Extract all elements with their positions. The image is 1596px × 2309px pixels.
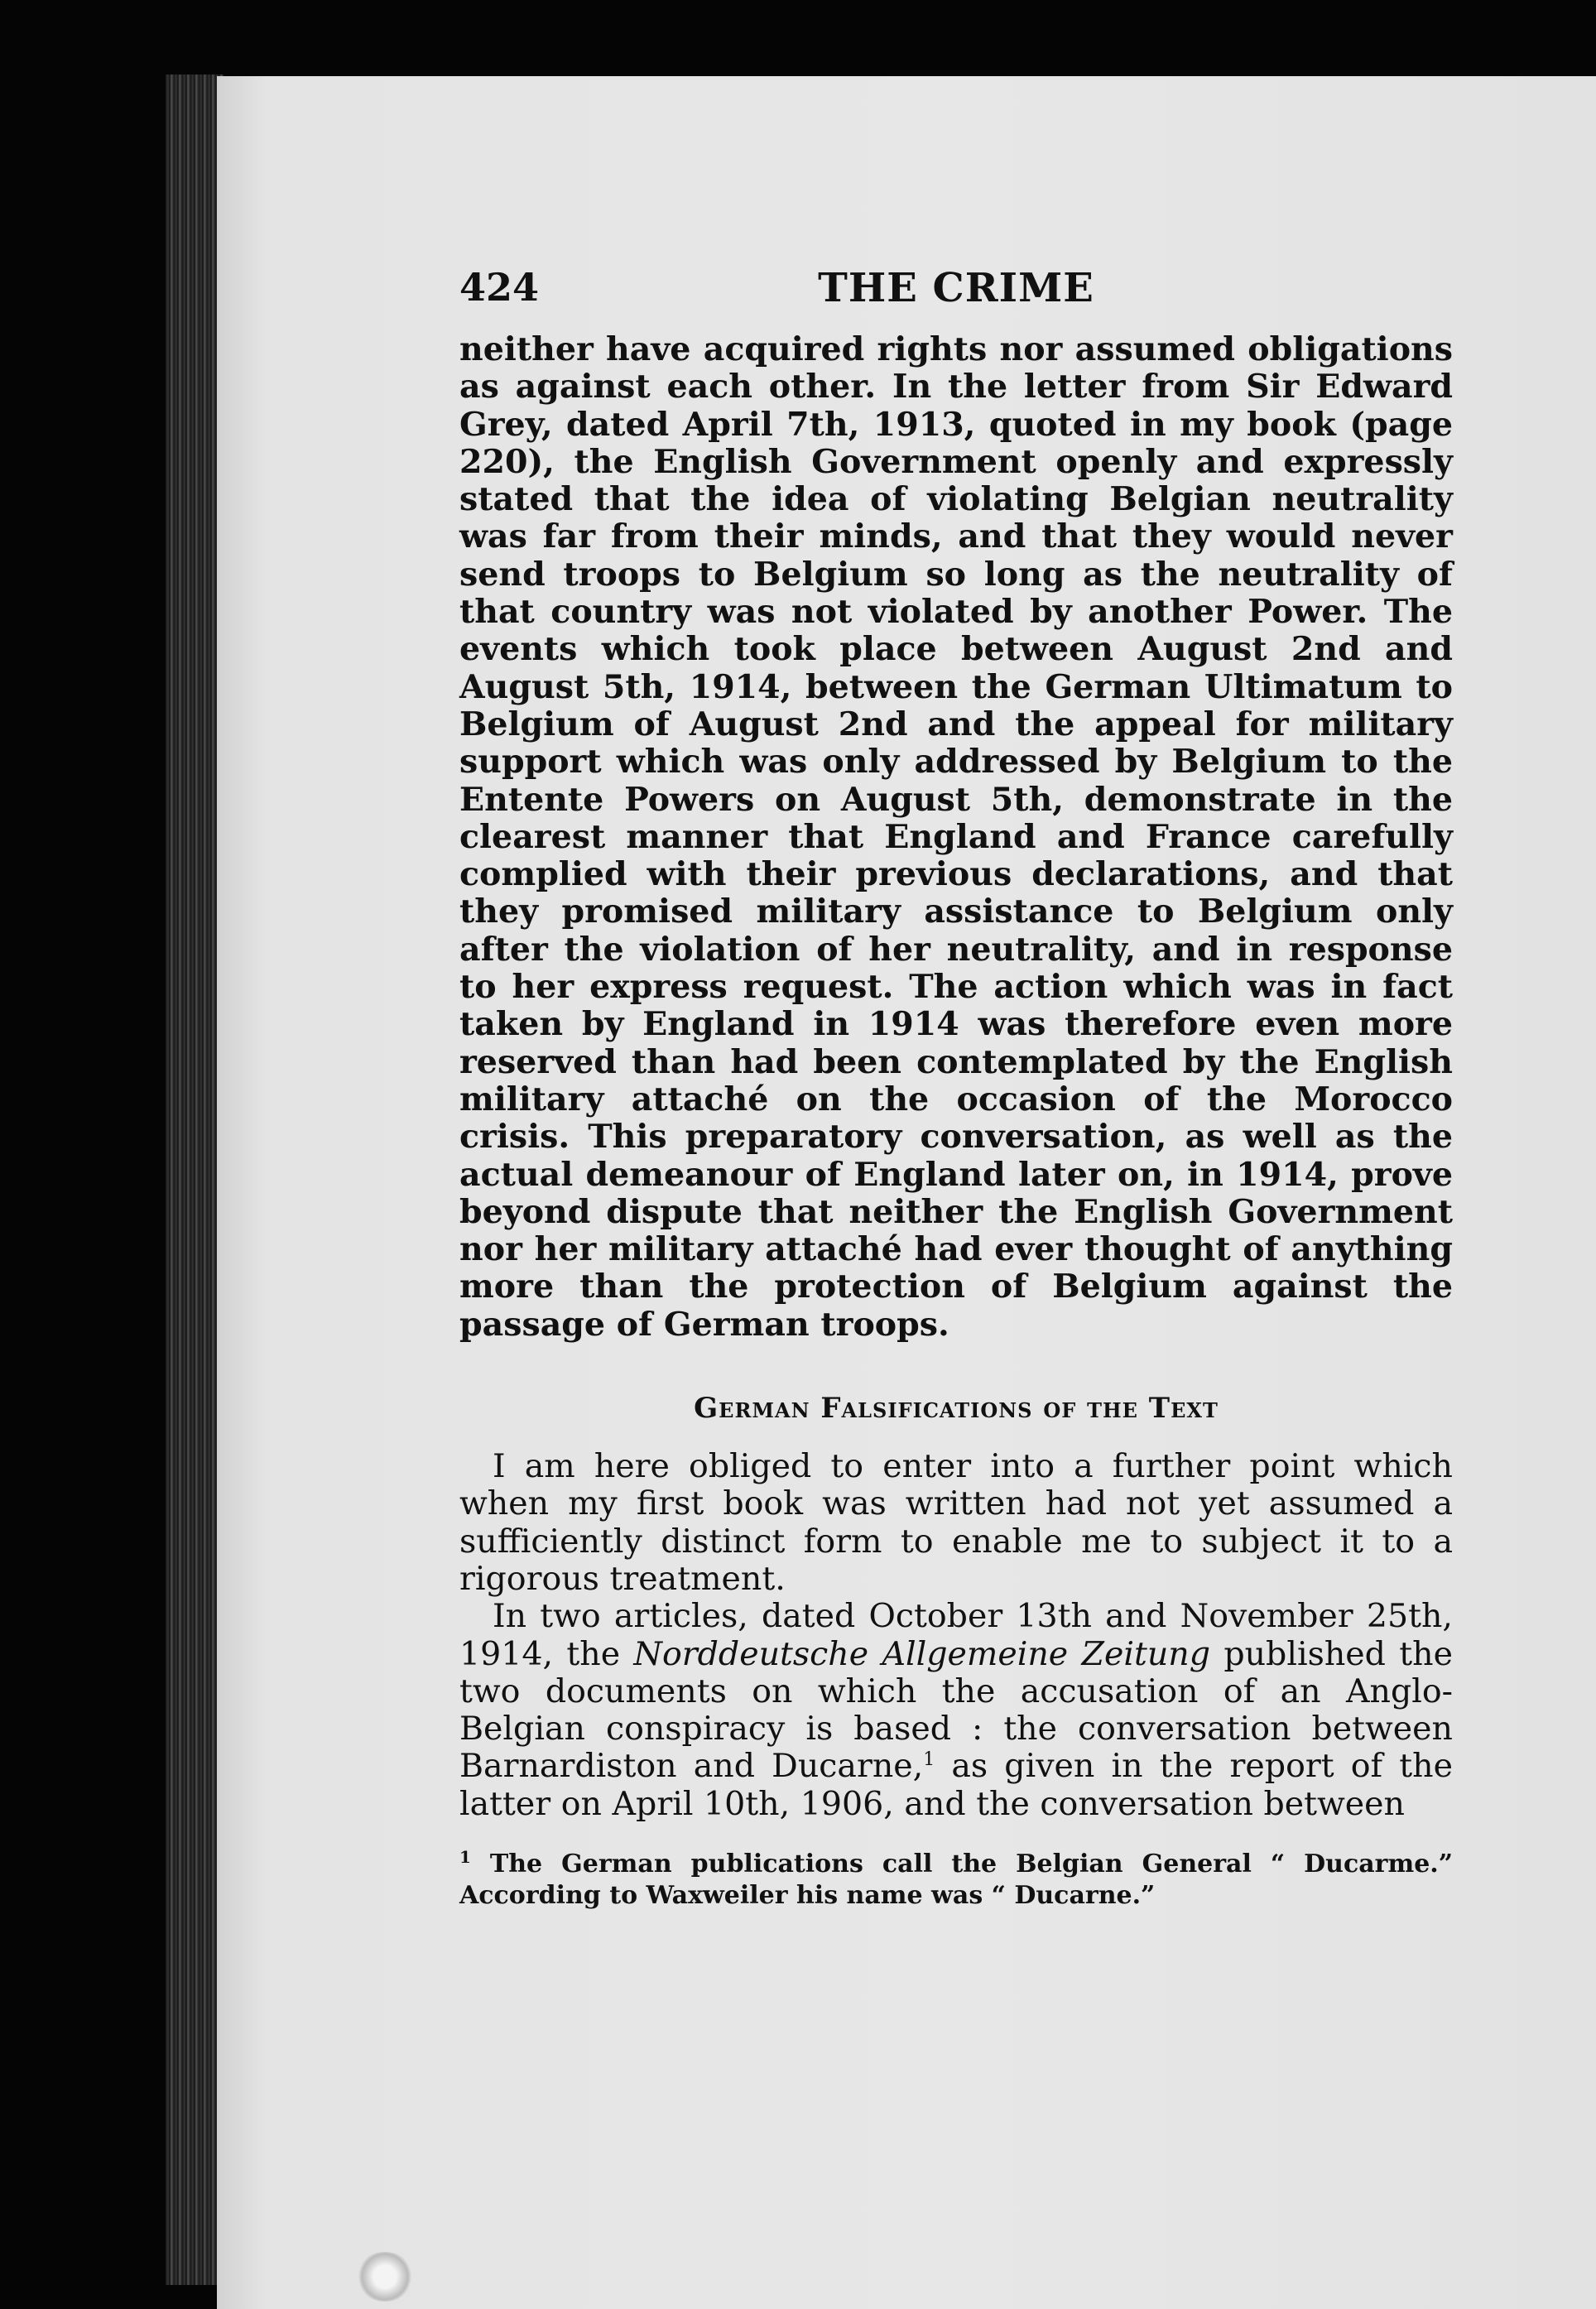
paragraph-3-part-1: In two articles, dated October 13th and November 25th, 1914, the (459, 1597, 1453, 1673)
newspaper-title: Norddeutsche Allgemeine Zeitung (633, 1634, 1210, 1673)
body-text (459, 331, 1453, 1344)
page-content (459, 265, 1453, 1912)
scan-smudge (356, 2252, 414, 2302)
paragraph-1: neither have acquired rights nor assumed obligations as against each other. In the letter from Sir Edward Grey, dated April 7th, 1913, quoted in my book (page 220), the English Government openly and expressly stated that the idea of violating Belgian neutrality was far from their minds, and that they would never send troops to Belgium so long as the neutrality of that country was not violated by another Power. The events which took place between August 2nd and August 5th, 1914, between the German Ultimatum to Belgium of August 2nd and the appeal for military support which was only addressed by Belgium to the Entente Powers on August 5th, demonstrate in the clearest manner that England and France carefully complied with their previous declarations, and that they promised military assistance to Belgium only after the violation of her neutrality, and in response to her express request. The action which was in fact taken by England in 1914 was therefore even more reserved than had been contemplated by the English military attaché on the occasion of the Morocco crisis. This preparatory conversation, as well as the actual demeanour of England later on, in 1914, prove beyond dispute that neither the English Government nor her military attaché had ever thought of anything more than the protection of Belgium against the passage of German troops. (459, 330, 1453, 1344)
page-number: 424 (459, 265, 540, 310)
section-heading: German Falsifications of the Text (694, 1392, 1219, 1426)
paragraph-3-part-2: published the two documents on which the accusation of an Anglo-Belgian conspiracy is based : the conversation between Barnardiston and Ducarne, (459, 1634, 1453, 1786)
footnote-reference: 1 (923, 1749, 935, 1771)
page-header (459, 265, 1453, 331)
footnote-text: The German publications call the Belgian General “ Ducarme.” According to Waxweiler his name was “ Ducarne.” (459, 1849, 1453, 1910)
paragraph-3 (459, 1598, 1453, 1823)
paragraph-2: I am here obliged to enter into a further point which when my first book was written had not yet assumed a sufficiently distinct form to enable me to subject it to a rigorous treatment. (459, 1447, 1453, 1598)
running-head: THE CRIME (818, 265, 1094, 311)
footnote (459, 1841, 1453, 1912)
paragraph-3-part-3: as given in the report of the latter on April 10th, 1906, and the conversation between (459, 1747, 1453, 1823)
page-edges (166, 75, 224, 2285)
footnote-mark: 1 (459, 1846, 471, 1867)
section-text (459, 1448, 1453, 1823)
